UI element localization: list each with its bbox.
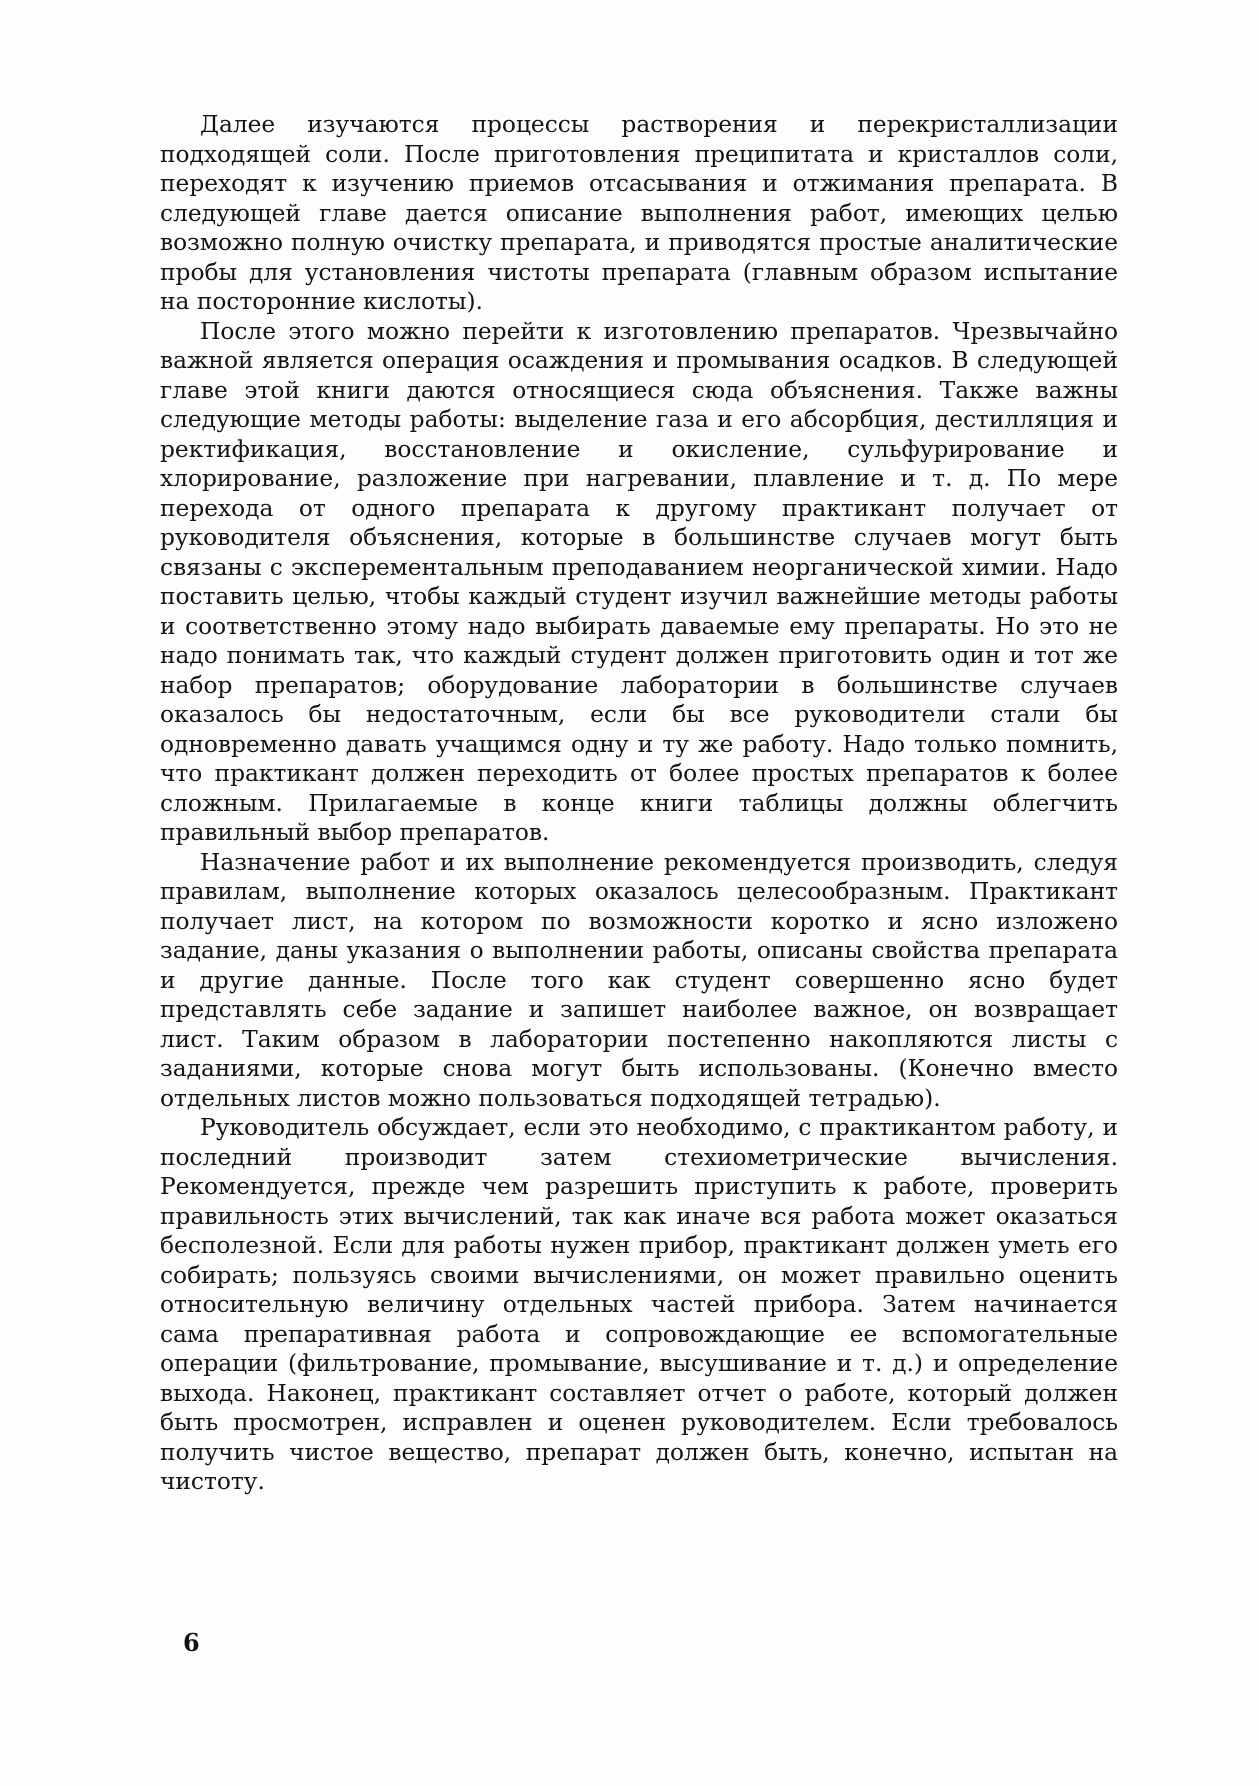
page-number: 6	[183, 1628, 200, 1657]
paragraph-4: Руководитель обсуждает, если это необходимо, с практикантом работу, и последний производит затем стехиометрические вычисления. Рекомендуется, прежде чем разрешить приступить к работе, проверить правильность этих вычислений, так как иначе вся работа может оказаться бесполезной. Если для работы нужен прибор, практикант должен уметь его собирать; пользуясь своими вычислениями, он может правильно оценить относительную величину отдельных частей прибора. Затем начинается сама препаративная работа и сопровождающие ее вспомогательные операции (фильтрование, промывание, высушивание и т. д.) и определение выхода. Наконец, практикант составляет отчет о работе, который должен быть просмотрен, исправлен и оценен руководителем. Если требовалось получить чистое вещество, препарат должен быть, конечно, испытан на чистоту.	[160, 1114, 1118, 1495]
body-text	[160, 110, 1118, 1497]
paragraph-3: Назначение работ и их выполнение рекомендуется производить, следуя правилам, выполнение которых оказалось целесообразным. Практикант получает лист, на котором по возможности коротко и ясно изложено задание, даны указания о выполнении работы, описаны свойства препарата и другие данные. После того как студент совершенно ясно будет представлять себе задание и запишет наиболее важное, он возвращает лист. Таким образом в лаборатории постепенно накопляются листы с заданиями, которые снова могут быть использованы. (Конечно вместо отдельных листов можно пользоваться подходящей тетрадью).	[160, 848, 1118, 1112]
paragraph-1: Далее изучаются процессы растворения и перекристаллизации подходящей соли. После приготовления преципитата и кристаллов соли, переходят к изучению приемов отсасывания и отжимания препарата. В следующей главе дается описание выполнения работ, имеющих целью возможно полную очистку препарата, и приводятся простые аналитические пробы для установления чистоты препарата (главным образом испытание на посторонние кислоты).	[160, 111, 1118, 315]
paragraph-2: После этого можно перейти к изготовлению препаратов. Чрезвычайно важной является операция осаждения и промывания осадков. В следующей главе этой книги даются относящиеся сюда объяснения. Также важны следующие методы работы: выделение газа и его абсорбция, дестилляция и ректификация, восстановление и окисление, сульфурирование и хлорирование, разложение при нагревании, плавление и т. д. По мере перехода от одного препарата к другому практикант получает от руководителя объяснения, которые в большинстве случаев могут быть связаны с эксперементальным преподаванием неорганической химии. Надо поставить целью, чтобы каждый студент изучил важнейшие методы работы и соответственно этому надо выбирать даваемые ему препараты. Но это не надо понимать так, что каждый студент должен приготовить один и тот же набор препаратов; оборудование лаборатории в большинстве случаев оказалось бы недостаточным, если бы все руководители стали бы одновременно давать учащимся одну и ту же работу. Надо только помнить, что практикант должен переходить от более простых препаратов к более сложным. Прилагаемые в конце книги таблицы должны облегчить правильный выбор препаратов.	[160, 317, 1118, 846]
